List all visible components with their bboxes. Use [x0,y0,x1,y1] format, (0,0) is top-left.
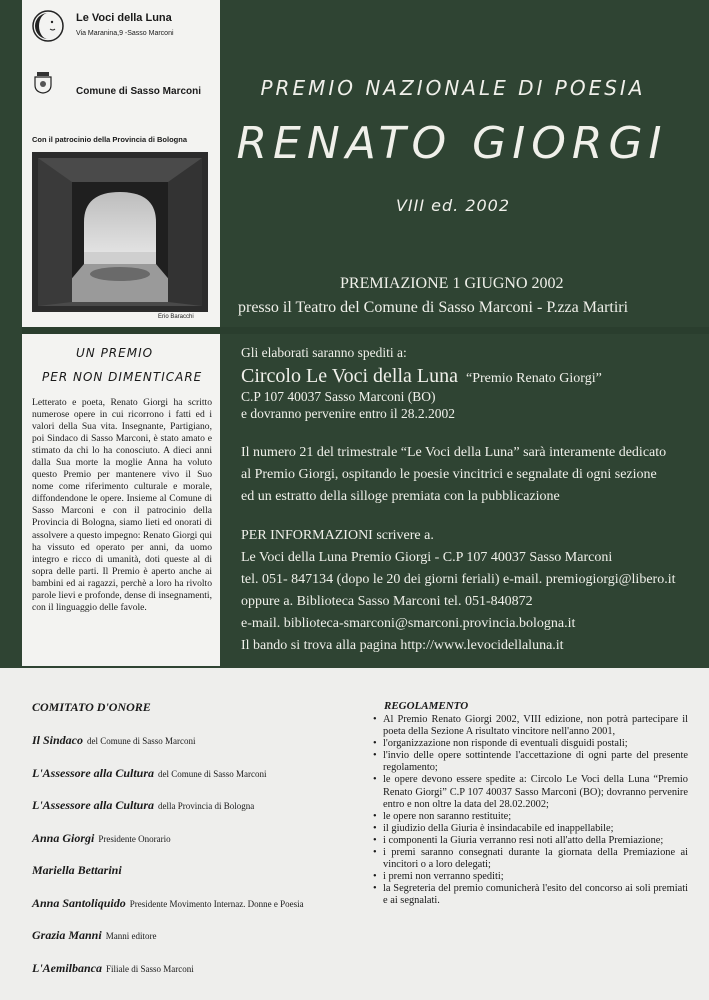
submission-intro: Gli elaborati saranno spediti a: [241,345,407,360]
award-place: presso il Teatro del Comune di Sasso Marconi - P.zza Martiri [238,299,629,316]
member-role: Manni editore [105,931,157,941]
memorial-text: Letterato e poeta, Renato Giorgi ha scritto numerose opere in cui ricorrono i fatti ed i valori della Sua vita. Insegnante, Partigiano, poi Sindaco di Sasso Marconi, è stato amato e stimato da chi lo ha conosciuto. A dieci anni dalla Sua morte la moglie Anna ha voluto questo Premio per mantenere vivo il Suo nome come riferimento culturale e morale, diffondendone le opere. Insieme al Comune di Sasso Marconi e con il patrocinio della Provincia di Bologna, siamo lieti ed onorati di assolvere a questo impegno: Renato Giorgi qui ha vissuto ed operato per anni, da uomo integro e ricco di umanità, doti queste al di sopra delle parti. Il Premio è aperto anche ai bambini ed ai ragazzi, perchè a loro ha rivolto parole lievi e profonde, dense di insegnamenti, con il linguaggio delle favole. [32,397,212,613]
prize-title-line2: RENATO GIORGI [236,118,668,169]
info-line4: e-mail. biblioteca-smarconi@smarconi.provincia.bologna.it [241,616,576,631]
member-role: Presidente Movimento Internaz. Donne e Poesia [129,898,304,909]
circle-tag: “Premio Renato Giorgi” [465,371,602,386]
submission-deadline: e dovranno pervenire entro il 28.2.2002 [241,406,456,421]
committee-member [32,926,352,959]
member-name: Anna Santoliquido [32,895,126,910]
rule-item: • l'invio delle opere sottintende l'accettazione di ogni parte del presente regolamento; [370,750,688,774]
rule-item: • i componenti la Giuria verranno resi noti all'atto della Premiazione; [370,835,688,847]
info-line3: oppure a. Biblioteca Sasso Marconi tel. 051-840872 [241,594,533,609]
committee-member [32,894,352,927]
edition-label: VIII ed. 2002 [395,196,511,215]
art-credit: Erio Baracchi [158,314,194,320]
member-name: L'Assessore alla Cultura [32,798,155,812]
rule-item: • l'organizzazione non risponde di eventuali disguidi postali; [370,738,688,750]
regulations [370,700,688,908]
rule-item: • le opere non saranno restituite; [370,811,688,823]
info-heading-label: PER INFORMAZIONI [241,528,373,543]
committee-member [32,731,352,764]
info-line2: tel. 051- 847134 (dopo le 20 dei giorni feriali) e-mail. premiogiorgi@libero.it [241,572,676,587]
committee-title: COMITATO D'ONORE [32,700,151,714]
moon-face-logo-icon [32,10,64,42]
committee-member [32,796,352,829]
award-date: PREMIAZIONE 1 GIUGNO 2002 [340,275,564,292]
rules-title: REGOLAMENTO [384,700,469,712]
member-name: L'Assessore alla Cultura [32,765,155,780]
circle-name: Circolo Le Voci della Luna [241,365,458,387]
honor-committee [32,700,352,991]
member-name: L'Aemilbanca [32,960,102,975]
brand-name: Le Voci della Luna [76,12,172,24]
rule-item: • i premi saranno consegnati durante la giornata della Premiazione ai vincitori o a loro delegati; [370,847,688,871]
quarterly-line3: ed un estratto della silloge premiata con la pubblicazione [241,489,560,504]
member-role: della Provincia di Bologna [158,801,255,811]
submission-recipient [241,365,602,388]
member-role: Filiale di Sasso Marconi [106,963,194,974]
comune-name: Comune di Sasso Marconi [76,86,202,97]
premio-heading-line1: UN PREMIO [76,346,154,360]
premio-heading-line2: PER NON DIMENTICARE [42,370,203,384]
rule-item: • i premi non verranno spediti; [370,871,688,883]
member-role: del Comune di Sasso Marconi [87,736,196,746]
rule-item: • le opere devono essere spedite a: Circolo Le Voci della Luna “Premio Renato Giorgi” C.P 107 40037 Sasso Marconi (BO); dovranno pervenire entro e non oltre la data del 28.02.2002; [370,774,688,810]
member-name: Grazia Manni [32,928,102,942]
quarterly-line1: Il numero 21 del trimestrale “Le Voci della Luna” sarà interamente dedicato [241,445,667,460]
committee-member [32,959,352,992]
patronage-line: Con il patrocinio della Provincia di Bologna [32,135,188,144]
member-role: del Comune di Sasso Marconi [158,768,267,779]
info-line5: Il bando si trova alla pagina http://www.levocidellaluna.it [241,638,564,653]
rule-item: • la Segreteria del premio comunicherà l'esito del concorso ai soli premiati e ai segnalati. [370,883,688,907]
member-name: Il Sindaco [32,733,84,747]
prize-title-line1: PREMIO NAZIONALE DI POESIA [260,76,646,100]
brand-address: Via Maranina,9 -Sasso Marconi [76,30,174,37]
info-line1: Le Voci della Luna Premio Giorgi - C.P 107 40037 Sasso Marconi [241,550,613,565]
info-heading-rest: scrivere a. [376,528,434,543]
quarterly-line2: al Premio Giorgi, ospitando le poesie vincitrici e segnalate di ogni sezione [241,467,657,482]
member-role: Presidente Onorario [98,833,171,844]
baracchi-artwork [32,152,208,312]
rule-item: • Al Premio Renato Giorgi 2002, VIII edizione, non potrà partecipare il poeta della Sezione A risultato vincitore nell'anno 2001, [370,714,688,738]
committee-member [32,829,352,862]
town-crest-icon [34,72,52,94]
rule-item: • il giudizio della Giuria è insindacabile ed inappellabile; [370,823,688,835]
sponsor-panel [22,0,220,327]
committee-member [32,764,352,797]
member-name: Anna Giorgi [32,830,95,845]
member-name: Mariella Bettarini [32,863,122,877]
committee-member [32,861,352,894]
submission-address: C.P 107 40037 Sasso Marconi (BO) [241,389,436,404]
info-heading [241,528,434,544]
rules-list [370,714,688,908]
left-column [22,0,220,668]
